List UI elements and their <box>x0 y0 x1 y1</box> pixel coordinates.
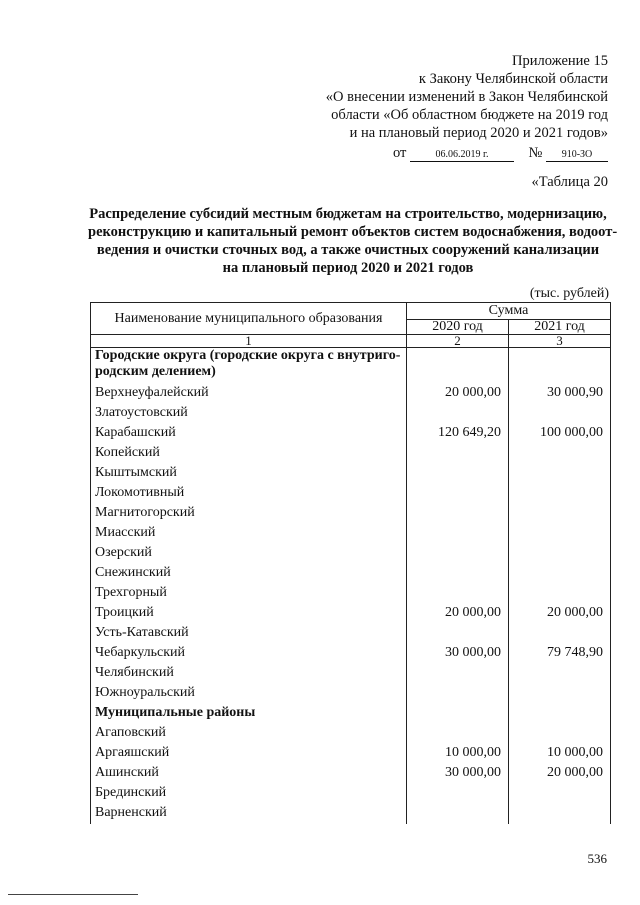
page-number: 536 <box>587 851 607 866</box>
subsidy-table <box>90 302 611 824</box>
title-line: ведения и очистки сточных вод, а также очистных сооружений канализации <box>96 242 600 258</box>
municipality-name: Варненский <box>91 804 407 824</box>
title-line: на плановый период 2020 и 2021 годов <box>222 260 474 276</box>
amount-2020: 20 000,00 <box>407 604 509 624</box>
appendix-line: к Закону Челябинской области <box>418 71 608 87</box>
municipality-name: Верхнеуфалейский <box>91 384 407 404</box>
amount-2021: 79 748,90 <box>509 644 611 664</box>
table-row <box>91 644 611 664</box>
amount-2021 <box>509 724 611 744</box>
municipality-name: Златоустовский <box>91 404 407 424</box>
amount-2020 <box>407 464 509 484</box>
table-row <box>91 404 611 424</box>
table-row <box>91 664 611 684</box>
amount-2021: 100 000,00 <box>509 424 611 444</box>
amount-2021: 20 000,00 <box>509 764 611 784</box>
table-row <box>91 504 611 524</box>
amount-2020 <box>407 584 509 604</box>
amount-2020 <box>407 524 509 544</box>
table-row <box>91 464 611 484</box>
amount-2021 <box>509 444 611 464</box>
amount-2021 <box>509 684 611 704</box>
amount-2020: 20 000,00 <box>407 384 509 404</box>
amount-2021: 10 000,00 <box>509 744 611 764</box>
table-row <box>91 424 611 444</box>
units-note: (тыс. рублей) <box>529 286 609 301</box>
amount-2021 <box>509 624 611 644</box>
amount-2021 <box>509 804 611 824</box>
amount-2020 <box>407 624 509 644</box>
municipality-name: Городские округа (городские округа с внутриго-родским делением) <box>91 348 407 385</box>
municipality-name: Миасский <box>91 524 407 544</box>
column-number: 3 <box>509 335 611 348</box>
amount-2021: 20 000,00 <box>509 604 611 624</box>
appendix-line: «О внесении изменений в Закон Челябинской <box>325 89 608 105</box>
amount-2020 <box>407 484 509 504</box>
amount-2020 <box>407 564 509 584</box>
title-line: Распределение субсидий местным бюджетам на строительство, модернизацию, <box>89 206 607 222</box>
column-header-sum: Сумма <box>407 303 611 320</box>
table-row <box>91 604 611 624</box>
amount-2020 <box>407 684 509 704</box>
appendix-line: области «Об областном бюджете на 2019 год <box>331 107 608 123</box>
table-row <box>91 804 611 824</box>
table-row <box>91 564 611 584</box>
table-row <box>91 724 611 744</box>
municipality-name: Локомотивный <box>91 484 407 504</box>
amount-2021 <box>509 544 611 564</box>
amount-2020 <box>407 504 509 524</box>
amount-2021 <box>509 404 611 424</box>
date-prefix: от <box>393 145 407 161</box>
municipality-name: Муниципальные районы <box>91 704 407 724</box>
municipality-name: Чебаркульский <box>91 644 407 664</box>
municipality-name: Карабашский <box>91 424 407 444</box>
title-line: реконструкцию и капитальный ремонт объектов систем водоснабжения, водоот- <box>88 224 618 240</box>
municipality-name: Магнитогорский <box>91 504 407 524</box>
municipality-name: Усть-Катавский <box>91 624 407 644</box>
amount-2021 <box>509 564 611 584</box>
municipality-name: Южноуральский <box>91 684 407 704</box>
amount-2020 <box>407 784 509 804</box>
table-row <box>91 684 611 704</box>
municipality-name: Челябинский <box>91 664 407 684</box>
table-row <box>91 348 611 385</box>
law-date: 06.06.2019 г. <box>410 148 514 162</box>
amount-2021 <box>509 584 611 604</box>
amount-2020 <box>407 664 509 684</box>
table-row <box>91 784 611 804</box>
amount-2020: 30 000,00 <box>407 644 509 664</box>
amount-2021 <box>509 484 611 504</box>
table-row <box>91 744 611 764</box>
municipality-name: Ашинский <box>91 764 407 784</box>
amount-2020 <box>407 444 509 464</box>
table-row <box>91 384 611 404</box>
amount-2021 <box>509 704 611 724</box>
municipality-name: Копейский <box>91 444 407 464</box>
table-row <box>91 544 611 564</box>
amount-2021: 30 000,90 <box>509 384 611 404</box>
table-row <box>91 764 611 784</box>
amount-2021 <box>509 664 611 684</box>
amount-2021 <box>509 524 611 544</box>
municipality-name: Аргаяшский <box>91 744 407 764</box>
column-header-2021: 2021 год <box>509 320 611 335</box>
table-row <box>91 484 611 504</box>
appendix-header <box>248 52 608 162</box>
amount-2021 <box>509 348 611 385</box>
amount-2020: 10 000,00 <box>407 744 509 764</box>
column-number: 1 <box>91 335 407 348</box>
table-reference: «Таблица 20 <box>531 174 608 190</box>
municipality-name: Кыштымский <box>91 464 407 484</box>
amount-2020: 120 649,20 <box>407 424 509 444</box>
municipality-name: Агаповский <box>91 724 407 744</box>
number-prefix: № <box>528 145 543 161</box>
column-header-2020: 2020 год <box>407 320 509 335</box>
footer-rule <box>8 894 138 895</box>
amount-2020 <box>407 804 509 824</box>
amount-2020: 30 000,00 <box>407 764 509 784</box>
table-row <box>91 704 611 724</box>
law-number: 910-ЗО <box>546 148 608 162</box>
amount-2020 <box>407 544 509 564</box>
amount-2021 <box>509 784 611 804</box>
appendix-line: и на плановый период 2020 и 2021 годов» <box>349 125 608 141</box>
municipality-name: Озерский <box>91 544 407 564</box>
table-row <box>91 624 611 644</box>
law-date-number <box>248 144 608 162</box>
appendix-line: Приложение 15 <box>512 53 608 69</box>
municipality-name: Брединский <box>91 784 407 804</box>
amount-2020 <box>407 724 509 744</box>
column-header-name: Наименование муниципального образования <box>91 303 407 335</box>
table-row <box>91 524 611 544</box>
table-row <box>91 584 611 604</box>
table-row <box>91 444 611 464</box>
municipality-name: Снежинский <box>91 564 407 584</box>
amount-2021 <box>509 504 611 524</box>
amount-2020 <box>407 704 509 724</box>
column-number: 2 <box>407 335 509 348</box>
municipality-name: Троицкий <box>91 604 407 624</box>
municipality-name: Трехгорный <box>91 584 407 604</box>
amount-2021 <box>509 464 611 484</box>
amount-2020 <box>407 348 509 385</box>
amount-2020 <box>407 404 509 424</box>
document-title <box>88 205 618 277</box>
